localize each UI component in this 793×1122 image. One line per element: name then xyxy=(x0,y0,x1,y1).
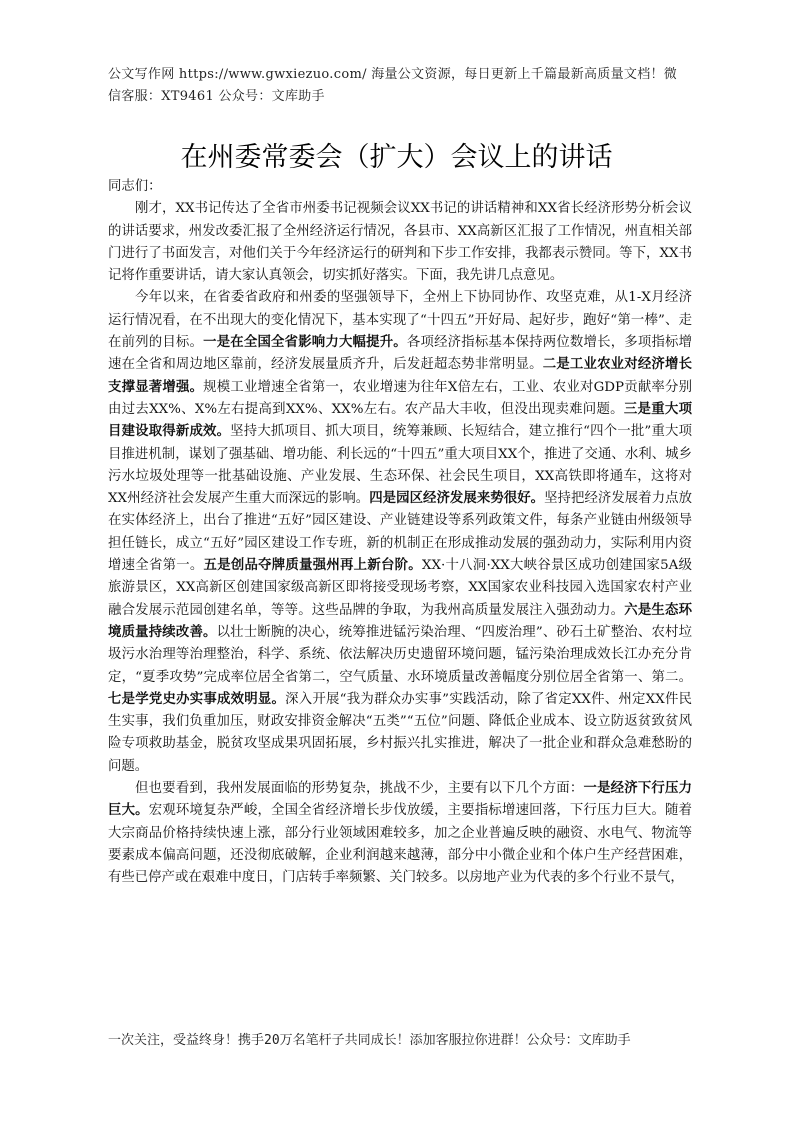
footer-banner xyxy=(108,1030,688,1052)
point-text-7: 深入开展“我为群众办实事”实践活动，除了省定XX件、州定XX件民生实事，我们负重加压，财政安排资金解决“五类”“五位”问题、降低企业成本、设立防返贫致贫风险专项救助基金，脱贫攻坚成果巩固拓展，乡村振兴扎实推进，解决了一批企业和群众急难愁盼的问题。 xyxy=(108,691,692,774)
paragraph-1: 刚才，XX书记传达了全省市州委书记视频会议XX书记的讲话精神和XX省长经济形势分析会议的讲话要求，州发改委汇报了全州经济运行情况，各县市、XX高新区汇报了工作情况，州直相关部门进行了书面发言，对他们关于今年经济运行的研判和下步工作安排，我都表示赞同。等下，XX书记将作重要讲话，请大家认真领会，切实抓好落实。下面，我先讲几点意见。 xyxy=(108,201,692,284)
point-text-1: 各项经济指标基本保持两位数增长，多项指标增速在全省和周边地区靠前，经济发展量质齐升，后发赶超态势非常明显。 xyxy=(108,335,693,373)
footer-text: 一次关注，受益终身！携手20万名笔杆子共同成长！添加客服拉你进群！公众号：文库助手 xyxy=(108,1033,631,1048)
header-text: 公文写作网 https://www.gwxiezuo.com/ 海量公文资源，每日更新上千篇最新高质量文档！微信客服：XT9461 公众号：文库助手 xyxy=(108,67,678,104)
point-heading-1: 一是在全国全省影响力大幅提升。 xyxy=(203,335,407,351)
document-body xyxy=(108,176,692,890)
point-text-5: XX·十八洞·XX大峡谷景区成功创建国家5A级旅游景区，XX高新区创建国家级高新区即将接受现场考察，XX国家农业科技园入选国家农村产业融合发展示范园创建名单，等等。这些品牌的争取，为我州高质量发展注入强劲动力。 xyxy=(108,558,692,618)
document-title: 在州委常委会（扩大）会议上的讲话 xyxy=(180,142,613,173)
challenge-heading-1: 一是经济下行压力巨大。 xyxy=(108,781,693,819)
point-text-6: 以壮士断腕的决心，统筹推进锰污染治理、“四废治理”、砂石土矿整治、农村垃圾污水治理等治理整治，科学、系统、依法解决历史遗留环境问题，锰污染治理成效长江办充分肯定，“夏季攻势”完成率位居全省第二，空气质量、水环境质量改善幅度分别位居全省第一、第二。 xyxy=(108,624,692,685)
challenge-text-1: 宏观环境复杂严峻，全国全省经济增长步伐放缓，主要指标增速回落，下行压力巨大。随着大宗商品价格持续快速上涨，部分行业领域困难较多，加之企业普遍反映的融资、水电气、物流等要素成本偏高问题，还没彻底破解，企业利润越来越薄，部分中小微企业和个体户生产经营困难，有些已停产或在艰难中度日，门店转手率频繁、关门较多。以房地产业为代表的多个行业不景气， xyxy=(108,803,693,886)
point-text-3: 坚持大抓项目、抓大项目，统筹兼顾、长短结合，建立推行“四个一批”重大项目推进机制，谋划了强基础、增功能、利长远的“十四五”重大项目XX个，推进了交通、水利、城乡污水垃圾处理等一批基础设施、产业发展、生态环保、社会民生项目，XX高铁即将通车，这将对XX州经济社会发展产生重大而深远的影响。 xyxy=(108,424,692,507)
point-text-4: 坚持把经济发展着力点放在实体经济上，出台了推进“五好”园区建设、产业链建设等系列政策文件，每条产业链由州级领导担任链长，成立“五好”园区建设工作专班，新的机制正在形成推动发展的强劲动力，实际利用内资增速全省第一。 xyxy=(108,491,692,574)
point-heading-6: 六是生态环境质量持续改善。 xyxy=(108,602,692,640)
point-heading-2: 二是工业农业对经济增长支撑显著增强。 xyxy=(108,357,692,395)
paragraph-2-intro: 今年以来，在省委省政府和州委的坚强领导下，全州上下协同协作、攻坚克难，从1-X月经济运行情况看，在不出现大的变化情况下，基本实现了“十四五”开好局、起好步，跑好“第一棒”、走在前列的目标。 xyxy=(108,290,692,351)
paragraph-3 xyxy=(108,778,692,889)
paragraph-3-intro: 但也要看到，我州发展面临的形势复杂，挑战不少，主要有以下几个方面： xyxy=(135,781,584,797)
salutation: 同志们： xyxy=(108,179,162,194)
point-heading-3: 三是重大项目建设取得新成效。 xyxy=(108,401,693,440)
point-heading-4: 四是园区经济发展来势很好。 xyxy=(369,491,545,507)
point-heading-7: 七是学党史办实事成效明显。 xyxy=(108,691,286,707)
header-banner xyxy=(108,64,688,108)
point-text-2: 规模工业增速全省第一，农业增速为往年X倍左右，工业、农业对GDP贡献率分别由过去XX%、X%左右提高到XX%、XX%左右。农产品大丰收，但没出现卖难问题。 xyxy=(108,379,692,417)
point-heading-5: 五是创品夺牌质量强州再上新台阶。 xyxy=(203,558,422,574)
paragraph-2 xyxy=(108,287,692,778)
